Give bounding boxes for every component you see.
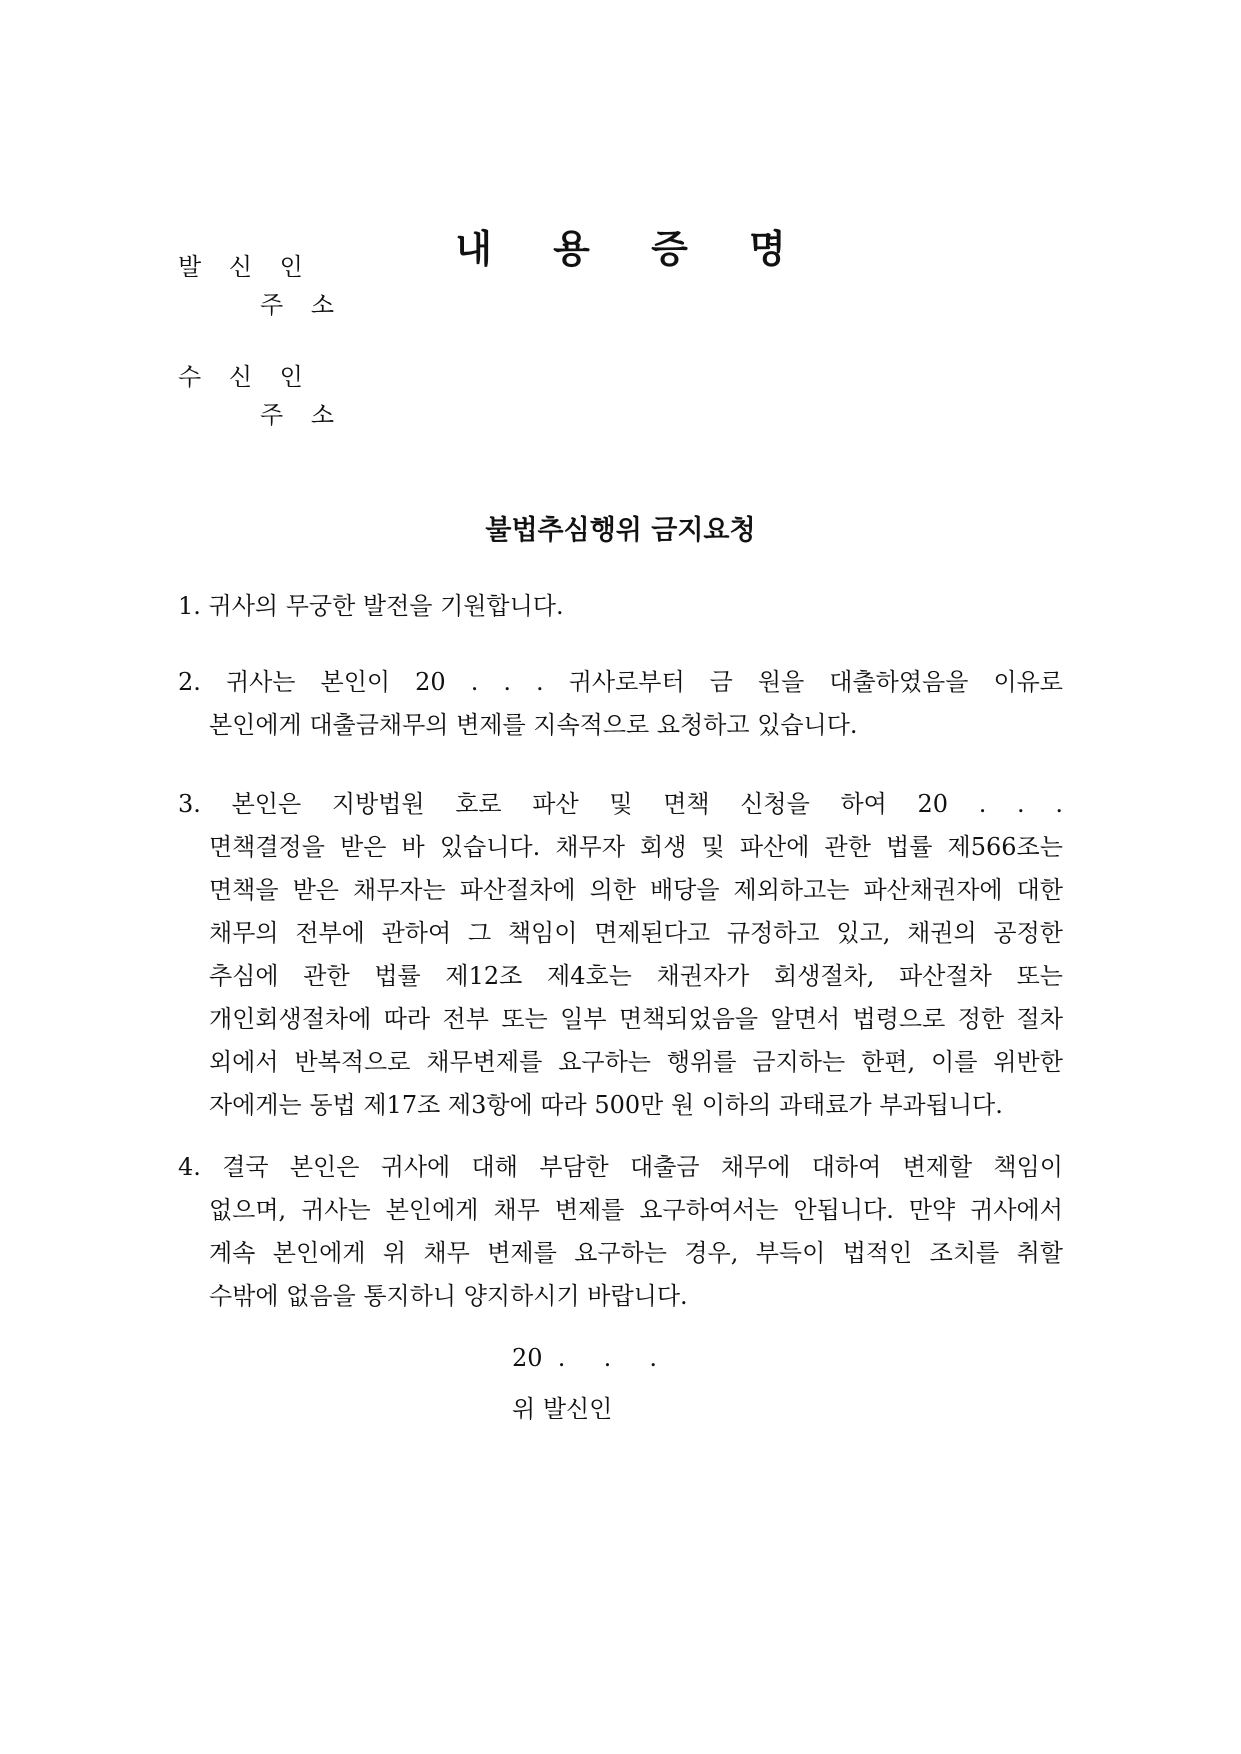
closing-sender: 위 발신인 — [512, 1395, 613, 1423]
paragraph-line: 채무의 전부에 관하여 그 책임이 면제된다고 규정하고 있고, 채권의 공정한 — [209, 919, 1063, 947]
document-title: 내 용 증 명 — [455, 226, 810, 271]
paragraph-line: 외에서 반복적으로 채무변제를 요구하는 행위를 금지하는 한편, 이를 위반한 — [209, 1048, 1063, 1076]
sender-label: 발 신 인 — [178, 253, 313, 281]
paragraph-line: 4. 결국 본인은 귀사에 대해 부담한 대출금 채무에 대하여 변제할 책임이 — [178, 1153, 1063, 1181]
paragraph-1 — [178, 585, 1063, 628]
paragraph-line: 계속 본인에게 위 채무 변제를 요구하는 경우, 부득이 법적인 조치를 취할 — [209, 1239, 1063, 1267]
document-subtitle: 불법추심행위 금지요청 — [485, 515, 756, 546]
paragraph-3 — [178, 783, 1063, 1127]
recipient-label: 수 신 인 — [178, 363, 313, 391]
paragraph-line: 1. 귀사의 무궁한 발전을 기원합니다. — [178, 592, 564, 620]
paragraph-line: 자에게는 동법 제17조 제3항에 따라 500만 원 이하의 과태료가 부과됩니다. — [209, 1091, 1003, 1119]
paragraph-line: 면책을 받은 채무자는 파산절차에 의한 배당을 제외하고는 파산채권자에 대한 — [209, 876, 1063, 904]
paragraph-2 — [178, 661, 1063, 747]
paragraph-line: 수밖에 없음을 통지하니 양지하시기 바랍니다. — [209, 1282, 688, 1310]
sender-address-label: 주 소 — [260, 291, 344, 319]
paragraph-line: 2. 귀사는 본인이 20 . . . 귀사로부터 금 원을 대출하였음을 이유로 — [178, 668, 1063, 696]
paragraph-line: 추심에 관한 법률 제12조 제4호는 채권자가 회생절차, 파산절차 또는 — [209, 962, 1063, 990]
recipient-address-label: 주 소 — [260, 401, 344, 429]
paragraph-line: 개인회생절차에 따라 전부 또는 일부 면책되었음을 알면서 법령으로 정한 절차 — [209, 1005, 1063, 1033]
paragraph-line: 본인에게 대출금채무의 변제를 지속적으로 요청하고 있습니다. — [209, 711, 858, 739]
document-date: 20 . . . — [512, 1344, 657, 1372]
paragraph-line: 면책결정을 받은 바 있습니다. 채무자 회생 및 파산에 관한 법률 제566조는 — [209, 833, 1063, 861]
paragraph-line: 3. 본인은 지방법원 호로 파산 및 면책 신청을 하여 20 . . . — [178, 790, 1063, 818]
paragraph-4 — [178, 1146, 1063, 1318]
paragraph-line: 없으며, 귀사는 본인에게 채무 변제를 요구하여서는 안됩니다. 만약 귀사에서 — [209, 1196, 1063, 1224]
